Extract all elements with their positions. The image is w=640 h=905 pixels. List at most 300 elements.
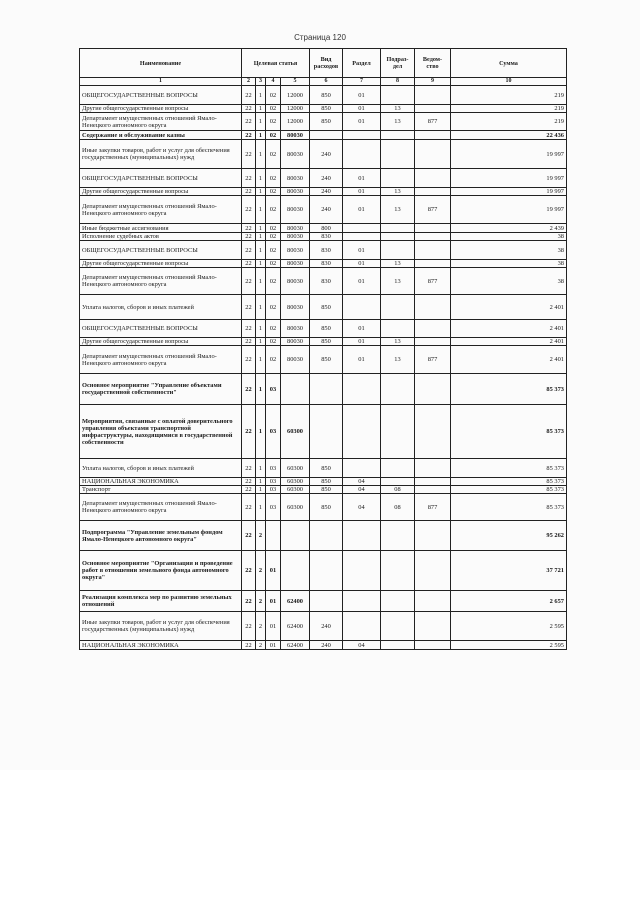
- cell-subprogram: 1: [256, 131, 266, 140]
- cell-podrazdel: [381, 233, 415, 241]
- cell-vid: [310, 374, 343, 405]
- cell-podrazdel: 13: [381, 105, 415, 113]
- cell-name: НАЦИОНАЛЬНАЯ ЭКОНОМИКА: [80, 478, 242, 486]
- cell-direction: 12000: [281, 86, 310, 105]
- cell-sum: 85 373: [451, 486, 567, 494]
- cell-podrazdel: [381, 224, 415, 233]
- cell-sum: 85 373: [451, 405, 567, 459]
- cell-vedom: [415, 320, 451, 338]
- blank-margin: [0, 770, 640, 905]
- cell-vedom: [415, 131, 451, 140]
- cell-direction: 80030: [281, 188, 310, 196]
- cell-direction: 80030: [281, 131, 310, 140]
- cell-vid: 800: [310, 224, 343, 233]
- cell-vedom: [415, 338, 451, 346]
- cell-event: 02: [266, 86, 281, 105]
- cell-event: 02: [266, 233, 281, 241]
- cell-vid: 850: [310, 320, 343, 338]
- cell-vid: 850: [310, 86, 343, 105]
- header-summa: Сумма: [451, 49, 567, 78]
- cell-subprogram: 1: [256, 224, 266, 233]
- cell-program: 22: [242, 196, 256, 224]
- cell-razdel: 01: [343, 188, 381, 196]
- cell-program: 22: [242, 612, 256, 641]
- cell-sum: 38: [451, 260, 567, 268]
- cell-event: 02: [266, 346, 281, 374]
- cell-name: Мероприятия, связанные с оплатой доверительного управления объектами транспортной инфраструктуры, находящимися в государственной собственности: [80, 405, 242, 459]
- cell-vedom: [415, 521, 451, 551]
- cell-subprogram: 1: [256, 260, 266, 268]
- cell-vedom: [415, 233, 451, 241]
- cell-program: 22: [242, 591, 256, 612]
- cell-event: 02: [266, 105, 281, 113]
- table-row: [80, 521, 567, 551]
- cell-podrazdel: [381, 551, 415, 591]
- cell-event: 01: [266, 591, 281, 612]
- cell-direction: 12000: [281, 105, 310, 113]
- cell-name: Другие общегосударственные вопросы: [80, 105, 242, 113]
- cell-subprogram: 1: [256, 113, 266, 131]
- cell-podrazdel: 13: [381, 346, 415, 374]
- cell-name: Уплата налогов, сборов и иных платежей: [80, 459, 242, 478]
- cell-program: 22: [242, 188, 256, 196]
- cell-program: 22: [242, 169, 256, 188]
- table-row: [80, 459, 567, 478]
- cell-direction: 80030: [281, 196, 310, 224]
- cell-podrazdel: [381, 521, 415, 551]
- cell-event: 02: [266, 188, 281, 196]
- table-row: [80, 478, 567, 486]
- table-row: [80, 551, 567, 591]
- col-number: 6: [310, 78, 343, 86]
- cell-vedom: 877: [415, 113, 451, 131]
- cell-razdel: [343, 521, 381, 551]
- table-row: [80, 233, 567, 241]
- cell-sum: 85 373: [451, 459, 567, 478]
- cell-vid: 830: [310, 268, 343, 295]
- cell-vedom: [415, 486, 451, 494]
- cell-program: 22: [242, 241, 256, 260]
- cell-name: Основное мероприятие "Организация и проведение работ в отношении земельного фонда автономного округа": [80, 551, 242, 591]
- table-row: [80, 486, 567, 494]
- cell-event: 02: [266, 241, 281, 260]
- col-number: 2: [242, 78, 256, 86]
- cell-razdel: [343, 459, 381, 478]
- column-numbers-row: [80, 78, 567, 86]
- cell-event: 03: [266, 405, 281, 459]
- cell-razdel: [343, 405, 381, 459]
- cell-vedom: 877: [415, 494, 451, 521]
- cell-podrazdel: 08: [381, 494, 415, 521]
- cell-razdel: 01: [343, 86, 381, 105]
- cell-razdel: 01: [343, 338, 381, 346]
- cell-razdel: [343, 224, 381, 233]
- cell-vedom: [415, 86, 451, 105]
- cell-subprogram: 1: [256, 169, 266, 188]
- cell-event: 02: [266, 295, 281, 320]
- table-row: [80, 374, 567, 405]
- cell-sum: 19 997: [451, 196, 567, 224]
- table-row: [80, 140, 567, 169]
- cell-event: 03: [266, 478, 281, 486]
- cell-subprogram: 1: [256, 86, 266, 105]
- cell-podrazdel: [381, 459, 415, 478]
- header-target: Целевая статья: [242, 49, 310, 78]
- cell-event: 02: [266, 268, 281, 295]
- cell-program: 22: [242, 494, 256, 521]
- table-row: [80, 338, 567, 346]
- cell-razdel: 04: [343, 478, 381, 486]
- cell-direction: 62400: [281, 591, 310, 612]
- cell-program: 22: [242, 338, 256, 346]
- cell-sum: 219: [451, 86, 567, 105]
- cell-name: Другие общегосударственные вопросы: [80, 338, 242, 346]
- cell-podrazdel: [381, 131, 415, 140]
- cell-program: 22: [242, 105, 256, 113]
- cell-subprogram: 1: [256, 486, 266, 494]
- cell-direction: 80030: [281, 140, 310, 169]
- budget-table: [79, 48, 567, 650]
- cell-vid: 850: [310, 295, 343, 320]
- cell-name: Уплата налогов, сборов и иных платежей: [80, 295, 242, 320]
- cell-sum: 38: [451, 233, 567, 241]
- cell-razdel: 01: [343, 113, 381, 131]
- cell-subprogram: 1: [256, 140, 266, 169]
- cell-event: 02: [266, 196, 281, 224]
- cell-subprogram: 2: [256, 641, 266, 650]
- cell-subprogram: 1: [256, 105, 266, 113]
- header-vedom: Ведом-ство: [415, 49, 451, 78]
- cell-vedom: [415, 405, 451, 459]
- cell-razdel: 01: [343, 268, 381, 295]
- cell-name: Транспорт: [80, 486, 242, 494]
- cell-event: 02: [266, 140, 281, 169]
- header-vid: Вид расходов: [310, 49, 343, 78]
- col-number: 7: [343, 78, 381, 86]
- cell-event: 01: [266, 551, 281, 591]
- table-row: [80, 188, 567, 196]
- cell-sum: 85 373: [451, 374, 567, 405]
- cell-name: Содержание и обслуживание казны: [80, 131, 242, 140]
- cell-podrazdel: 13: [381, 260, 415, 268]
- cell-razdel: 01: [343, 260, 381, 268]
- cell-podrazdel: [381, 295, 415, 320]
- cell-vid: 850: [310, 459, 343, 478]
- cell-vid: 850: [310, 105, 343, 113]
- cell-program: 22: [242, 295, 256, 320]
- cell-event: 02: [266, 260, 281, 268]
- table-row: [80, 641, 567, 650]
- cell-direction: 60300: [281, 478, 310, 486]
- cell-vedom: [415, 551, 451, 591]
- cell-program: 22: [242, 260, 256, 268]
- cell-podrazdel: 08: [381, 486, 415, 494]
- table-row: [80, 494, 567, 521]
- cell-name: НАЦИОНАЛЬНАЯ ЭКОНОМИКА: [80, 641, 242, 650]
- cell-vid: 850: [310, 478, 343, 486]
- cell-razdel: [343, 374, 381, 405]
- cell-podrazdel: 13: [381, 196, 415, 224]
- cell-event: 03: [266, 374, 281, 405]
- cell-subprogram: 1: [256, 196, 266, 224]
- header-razdel: Раздел: [343, 49, 381, 78]
- cell-vedom: 877: [415, 268, 451, 295]
- cell-sum: 2 401: [451, 295, 567, 320]
- cell-podrazdel: [381, 140, 415, 169]
- cell-vid: [310, 131, 343, 140]
- cell-podrazdel: [381, 405, 415, 459]
- cell-sum: 2 657: [451, 591, 567, 612]
- cell-vedom: [415, 591, 451, 612]
- cell-name: Реализация комплекса мер по развитию земельных отношений: [80, 591, 242, 612]
- cell-name: Департамент имущественных отношений Ямало-Ненецкого автономного округа: [80, 113, 242, 131]
- cell-name: Основное мероприятие "Управление объектами государственной собственности": [80, 374, 242, 405]
- cell-program: 22: [242, 320, 256, 338]
- cell-subprogram: 1: [256, 295, 266, 320]
- cell-podrazdel: 13: [381, 113, 415, 131]
- cell-event: 02: [266, 131, 281, 140]
- cell-program: 22: [242, 641, 256, 650]
- cell-event: [266, 521, 281, 551]
- cell-razdel: [343, 612, 381, 641]
- cell-sum: 22 436: [451, 131, 567, 140]
- table-header-row: [80, 49, 567, 78]
- cell-vedom: [415, 224, 451, 233]
- cell-program: 22: [242, 405, 256, 459]
- table-row: [80, 196, 567, 224]
- table-row: [80, 591, 567, 612]
- cell-vid: 830: [310, 241, 343, 260]
- cell-direction: 80030: [281, 241, 310, 260]
- cell-razdel: 01: [343, 169, 381, 188]
- cell-vedom: 877: [415, 346, 451, 374]
- cell-name: ОБЩЕГОСУДАРСТВЕННЫЕ ВОПРОСЫ: [80, 169, 242, 188]
- cell-vid: 850: [310, 494, 343, 521]
- cell-direction: 60300: [281, 486, 310, 494]
- cell-vid: 830: [310, 260, 343, 268]
- cell-vid: 240: [310, 641, 343, 650]
- cell-vid: [310, 521, 343, 551]
- cell-name: Иные закупки товаров, работ и услуг для обеспечения государственных (муниципальных) нужд: [80, 140, 242, 169]
- cell-podrazdel: [381, 241, 415, 260]
- cell-direction: 80030: [281, 169, 310, 188]
- cell-razdel: 04: [343, 494, 381, 521]
- cell-vid: [310, 405, 343, 459]
- cell-podrazdel: [381, 591, 415, 612]
- cell-event: 02: [266, 320, 281, 338]
- table-row: [80, 131, 567, 140]
- cell-direction: 80030: [281, 320, 310, 338]
- cell-razdel: 01: [343, 196, 381, 224]
- cell-vid: 240: [310, 612, 343, 641]
- cell-sum: 19 997: [451, 188, 567, 196]
- cell-program: 22: [242, 521, 256, 551]
- cell-razdel: 04: [343, 641, 381, 650]
- cell-subprogram: 1: [256, 233, 266, 241]
- cell-sum: 37 721: [451, 551, 567, 591]
- cell-vid: 850: [310, 486, 343, 494]
- cell-vid: 240: [310, 188, 343, 196]
- table-row: [80, 169, 567, 188]
- header-podrazdel: Подраз-дел: [381, 49, 415, 78]
- cell-sum: 219: [451, 113, 567, 131]
- cell-subprogram: 1: [256, 494, 266, 521]
- cell-name: Департамент имущественных отношений Ямало-Ненецкого автономного округа: [80, 196, 242, 224]
- cell-direction: 80030: [281, 224, 310, 233]
- cell-podrazdel: 13: [381, 268, 415, 295]
- cell-vedom: [415, 478, 451, 486]
- cell-direction: 80030: [281, 346, 310, 374]
- table-row: [80, 260, 567, 268]
- cell-event: 02: [266, 169, 281, 188]
- cell-vid: 850: [310, 338, 343, 346]
- cell-razdel: [343, 591, 381, 612]
- table-row: [80, 320, 567, 338]
- cell-subprogram: 1: [256, 478, 266, 486]
- cell-vedom: [415, 641, 451, 650]
- cell-direction: 60300: [281, 405, 310, 459]
- cell-direction: 80030: [281, 295, 310, 320]
- cell-name: ОБЩЕГОСУДАРСТВЕННЫЕ ВОПРОСЫ: [80, 86, 242, 105]
- cell-sum: 2 401: [451, 320, 567, 338]
- cell-sum: 85 373: [451, 478, 567, 486]
- cell-program: 22: [242, 268, 256, 295]
- table-row: [80, 295, 567, 320]
- cell-razdel: 01: [343, 346, 381, 374]
- col-number: 9: [415, 78, 451, 86]
- cell-name: ОБЩЕГОСУДАРСТВЕННЫЕ ВОПРОСЫ: [80, 241, 242, 260]
- cell-subprogram: 1: [256, 459, 266, 478]
- cell-direction: 62400: [281, 612, 310, 641]
- cell-program: 22: [242, 140, 256, 169]
- cell-program: 22: [242, 224, 256, 233]
- cell-razdel: 01: [343, 241, 381, 260]
- cell-event: 01: [266, 641, 281, 650]
- cell-direction: [281, 551, 310, 591]
- cell-program: 22: [242, 478, 256, 486]
- cell-razdel: 01: [343, 320, 381, 338]
- cell-direction: 60300: [281, 459, 310, 478]
- cell-name: Иные бюджетные ассигнования: [80, 224, 242, 233]
- table-row: [80, 113, 567, 131]
- cell-program: 22: [242, 551, 256, 591]
- col-number: 10: [451, 78, 567, 86]
- cell-vedom: [415, 374, 451, 405]
- cell-vedom: [415, 260, 451, 268]
- cell-event: 02: [266, 113, 281, 131]
- cell-vedom: [415, 241, 451, 260]
- cell-subprogram: 2: [256, 612, 266, 641]
- cell-vedom: [415, 105, 451, 113]
- cell-vid: 240: [310, 169, 343, 188]
- table-row: [80, 241, 567, 260]
- cell-name: ОБЩЕГОСУДАРСТВЕННЫЕ ВОПРОСЫ: [80, 320, 242, 338]
- cell-podrazdel: [381, 641, 415, 650]
- cell-program: 22: [242, 459, 256, 478]
- cell-vid: 240: [310, 140, 343, 169]
- cell-sum: 38: [451, 268, 567, 295]
- cell-vid: [310, 551, 343, 591]
- cell-event: 02: [266, 224, 281, 233]
- cell-event: 03: [266, 486, 281, 494]
- cell-subprogram: 1: [256, 241, 266, 260]
- cell-razdel: [343, 551, 381, 591]
- cell-subprogram: 2: [256, 591, 266, 612]
- cell-program: 22: [242, 486, 256, 494]
- cell-direction: 62400: [281, 641, 310, 650]
- cell-sum: 2 595: [451, 641, 567, 650]
- cell-sum: 85 373: [451, 494, 567, 521]
- cell-razdel: [343, 295, 381, 320]
- cell-vedom: [415, 169, 451, 188]
- cell-name: Департамент имущественных отношений Ямало-Ненецкого автономного округа: [80, 494, 242, 521]
- cell-name: Другие общегосударственные вопросы: [80, 188, 242, 196]
- cell-vedom: [415, 459, 451, 478]
- cell-sum: 38: [451, 241, 567, 260]
- cell-name: Подпрограмма "Управление земельным фондом Ямало-Ненецкого автономного округа": [80, 521, 242, 551]
- cell-podrazdel: [381, 169, 415, 188]
- col-number: 4: [266, 78, 281, 86]
- cell-vedom: [415, 188, 451, 196]
- cell-sum: 2 401: [451, 338, 567, 346]
- cell-podrazdel: [381, 320, 415, 338]
- cell-subprogram: 1: [256, 268, 266, 295]
- cell-sum: 2 595: [451, 612, 567, 641]
- cell-podrazdel: 13: [381, 188, 415, 196]
- cell-direction: 80030: [281, 233, 310, 241]
- cell-program: 22: [242, 113, 256, 131]
- cell-name: Иные закупки товаров, работ и услуг для обеспечения государственных (муниципальных) нужд: [80, 612, 242, 641]
- cell-vedom: [415, 612, 451, 641]
- cell-vedom: 877: [415, 196, 451, 224]
- table-row: [80, 86, 567, 105]
- cell-podrazdel: [381, 478, 415, 486]
- cell-direction: 60300: [281, 494, 310, 521]
- cell-sum: 95 262: [451, 521, 567, 551]
- cell-vedom: [415, 295, 451, 320]
- cell-direction: 80030: [281, 338, 310, 346]
- cell-event: 02: [266, 338, 281, 346]
- cell-sum: 219: [451, 105, 567, 113]
- cell-vid: 240: [310, 196, 343, 224]
- cell-razdel: 01: [343, 105, 381, 113]
- cell-razdel: [343, 140, 381, 169]
- col-number: 5: [281, 78, 310, 86]
- cell-razdel: 04: [343, 486, 381, 494]
- cell-program: 22: [242, 346, 256, 374]
- cell-vid: 830: [310, 233, 343, 241]
- table-body: [80, 86, 567, 650]
- cell-podrazdel: [381, 612, 415, 641]
- cell-event: 01: [266, 612, 281, 641]
- cell-event: 03: [266, 494, 281, 521]
- cell-name: Департамент имущественных отношений Ямало-Ненецкого автономного округа: [80, 268, 242, 295]
- cell-program: 22: [242, 131, 256, 140]
- header-name: Наименование: [80, 49, 242, 78]
- table-row: [80, 346, 567, 374]
- table-row: [80, 268, 567, 295]
- cell-direction: 12000: [281, 113, 310, 131]
- cell-podrazdel: [381, 374, 415, 405]
- cell-subprogram: 1: [256, 188, 266, 196]
- table-row: [80, 105, 567, 113]
- cell-direction: 80030: [281, 268, 310, 295]
- table-row: [80, 224, 567, 233]
- cell-subprogram: 1: [256, 405, 266, 459]
- cell-program: 22: [242, 374, 256, 405]
- cell-subprogram: 1: [256, 346, 266, 374]
- cell-subprogram: 2: [256, 551, 266, 591]
